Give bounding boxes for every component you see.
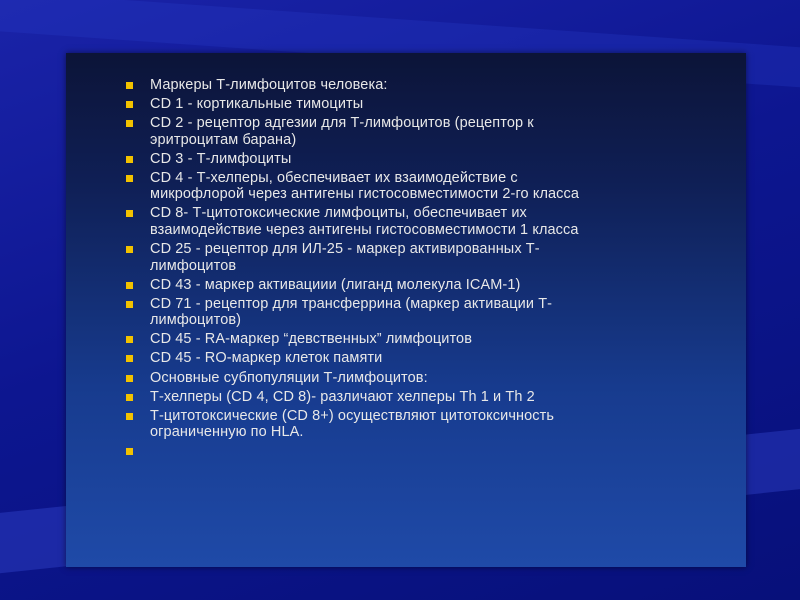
bullet-list [124, 77, 724, 443]
bullet-text: CD 4 - Т-хелперы, обеспечивает их взаимодействие с микрофлорой через антигены гистосовместимости 2-го класса [150, 169, 580, 203]
bullet-text: Т-цитотоксические (CD 8+) осуществляют цитотоксичность ограниченную по HLA. [150, 407, 555, 441]
bullet-text: CD 43 - маркер активациии (лиганд молекула ICAM-1) [150, 276, 521, 293]
bullet-item [124, 170, 724, 203]
square-bullet-icon [126, 156, 133, 163]
bullet-text: CD 45 - RO-маркер клеток памяти [150, 350, 383, 367]
bullet-item [124, 96, 724, 113]
square-bullet-icon [126, 448, 133, 455]
bullet-text: Маркеры Т-лимфоцитов человека: [150, 77, 388, 93]
square-bullet-icon [126, 355, 133, 362]
square-bullet-icon [126, 82, 133, 89]
bullet-text: CD 1 - кортикальные тимоциты [150, 96, 364, 113]
square-bullet-icon [126, 101, 133, 108]
bullet-item [124, 77, 724, 94]
bullet-text: CD 3 - Т-лимфоциты [150, 150, 292, 167]
square-bullet-icon [126, 210, 133, 217]
bullet-text: CD 71 - рецептор для трансферрина (маркер активации Т- лимфоцитов) [150, 295, 553, 329]
square-bullet-icon [126, 394, 133, 401]
square-bullet-icon [126, 120, 133, 127]
square-bullet-icon [126, 175, 133, 182]
square-bullet-icon [126, 246, 133, 253]
bullet-text: Основные субпопуляции Т-лимфоцитов: [150, 369, 428, 386]
bullet-item [124, 370, 724, 387]
bullet-text: Т-хелперы (CD 4, CD 8)- различают хелперы Th 1 и Th 2 [150, 388, 535, 405]
bullet-item [124, 389, 724, 406]
bullet-item [124, 350, 724, 367]
bullet-item [124, 205, 724, 238]
bullet-item [124, 408, 724, 441]
square-bullet-icon [126, 282, 133, 289]
square-bullet-icon [126, 336, 133, 343]
square-bullet-icon [126, 301, 133, 308]
bullet-item [124, 296, 724, 329]
bullet-item [124, 277, 724, 294]
bullet-item [124, 115, 724, 148]
square-bullet-icon [126, 413, 133, 420]
bullet-text: CD 25 - рецептор для ИЛ-25 - маркер активированных Т- лимфоцитов [150, 241, 540, 274]
bullet-item [124, 331, 724, 348]
bullet-text: CD 45 - RA-маркер “девственных” лимфоцитов [150, 331, 473, 348]
bullet-item [124, 241, 724, 274]
bullet-item [124, 151, 724, 168]
square-bullet-icon [126, 375, 133, 382]
bullet-text: CD 2 - рецептор адгезии для Т-лимфоцитов (рецептор к эритроцитам барана) [150, 115, 534, 148]
slide-panel [66, 53, 746, 567]
bullet-text: CD 8- Т-цитотоксические лимфоциты, обеспечивает их взаимодействие через антигены гистосовместимости 1 класса [150, 205, 579, 238]
